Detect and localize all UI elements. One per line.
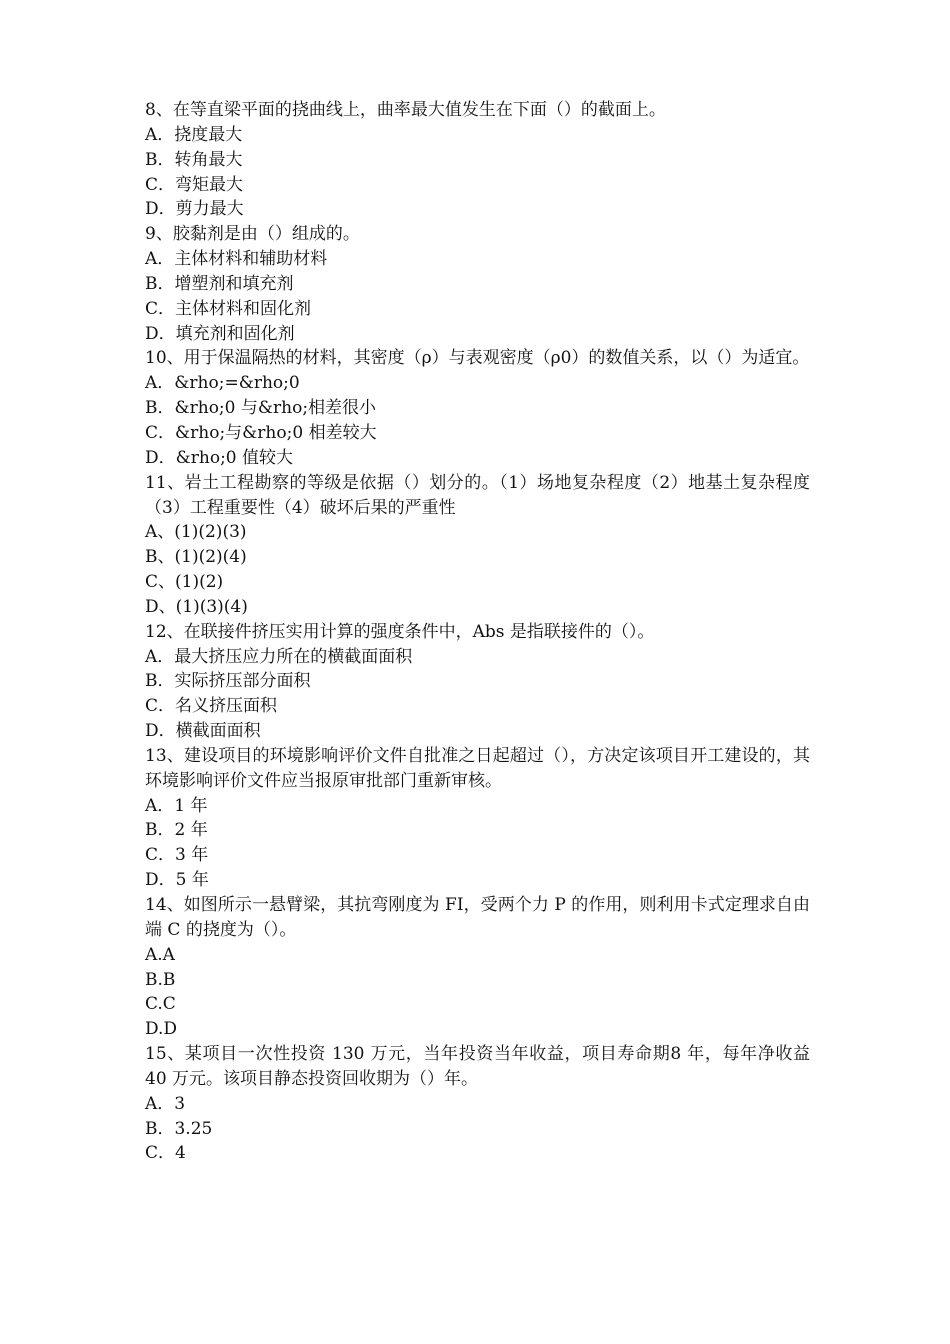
option-b: B．&rho;0 与&rho;相差很小 [145,398,377,419]
option-a: A．3 [145,1093,186,1114]
question-text: 11、岩土工程勘察的等级是依据（）划分的。（1）场地复杂程度（2）地基土复杂程度（3）工程重要性（4）破坏后果的严重性 [145,472,810,518]
question-text: 12、在联接件挤压实用计算的强度条件中，Abs 是指联接件的（）。 [145,621,655,642]
question-text: 15、某项目一次性投资 130 万元，当年投资当年收益，项目寿命期8 年，每年净收益 40 万元。该项目静态投资回收期为（）年。 [145,1044,816,1089]
option-c: C．3 年 [145,845,209,866]
question-text: 8、在等直梁平面的挠曲线上，曲率最大值发生在下面（）的截面上。 [145,100,666,120]
option-a: A．1 年 [145,795,208,816]
option-d: D．填充剂和固化剂 [145,323,295,344]
option-a: A.A [145,944,175,965]
option-c: C．&rho;与&rho;0 相差较大 [145,422,377,443]
option-c: C．主体材料和固化剂 [145,298,312,319]
question-12 [145,620,810,744]
question-8 [145,98,810,222]
option-b: B．2 年 [145,820,208,841]
option-a: A．&rho;=&rho;0 [145,373,300,394]
option-c: C．弯矩最大 [145,174,244,195]
option-a: A．最大挤压应力所在的横截面面积 [145,646,413,667]
question-text: 9、胶黏剂是由（）组成的。 [145,224,360,245]
question-13 [145,744,810,893]
option-b: B．增塑剂和填充剂 [145,273,294,294]
option-c: C．4 [145,1143,186,1164]
option-a: A、(1)(2)(3) [145,522,247,543]
question-10 [145,346,810,470]
option-d: D.D [145,1019,178,1040]
option-c: C．名义挤压面积 [145,696,278,717]
question-text: 13、建设项目的环境影响评价文件自批准之日起超过（），方决定该项目开工建设的，其环境影响评价文件应当报原审批部门重新审核。 [145,745,810,791]
option-d: D．5 年 [145,870,209,891]
option-a: A．主体材料和辅助材料 [145,249,328,270]
option-c: C、(1)(2) [145,572,224,593]
question-15 [145,1042,816,1166]
question-14 [145,893,810,1042]
option-d: D．&rho;0 值较大 [145,447,294,468]
question-9 [145,222,810,346]
option-a: A．挠度最大 [145,124,243,145]
option-d: D．横截面面积 [145,721,261,742]
question-text: 10、用于保温隔热的材料，其密度（ρ）与表观密度（ρ0）的数值关系，以（）为适宜。 [145,348,810,369]
option-b: B．转角最大 [145,149,243,170]
option-d: D．剪力最大 [145,199,244,220]
option-b: B、(1)(2)(4) [145,547,247,568]
option-b: B.B [145,969,176,990]
question-11 [145,471,810,620]
question-text: 14、如图所示一悬臂梁，其抗弯刚度为 FI，受两个力 P 的作用，则利用卡式定理求自由端 C 的挠度为（）。 [145,895,810,940]
question-list [145,98,816,1166]
option-b: B．3.25 [145,1118,213,1139]
option-c: C.C [145,994,176,1015]
option-b: B．实际挤压部分面积 [145,671,311,692]
option-d: D、(1)(3)(4) [145,596,248,617]
